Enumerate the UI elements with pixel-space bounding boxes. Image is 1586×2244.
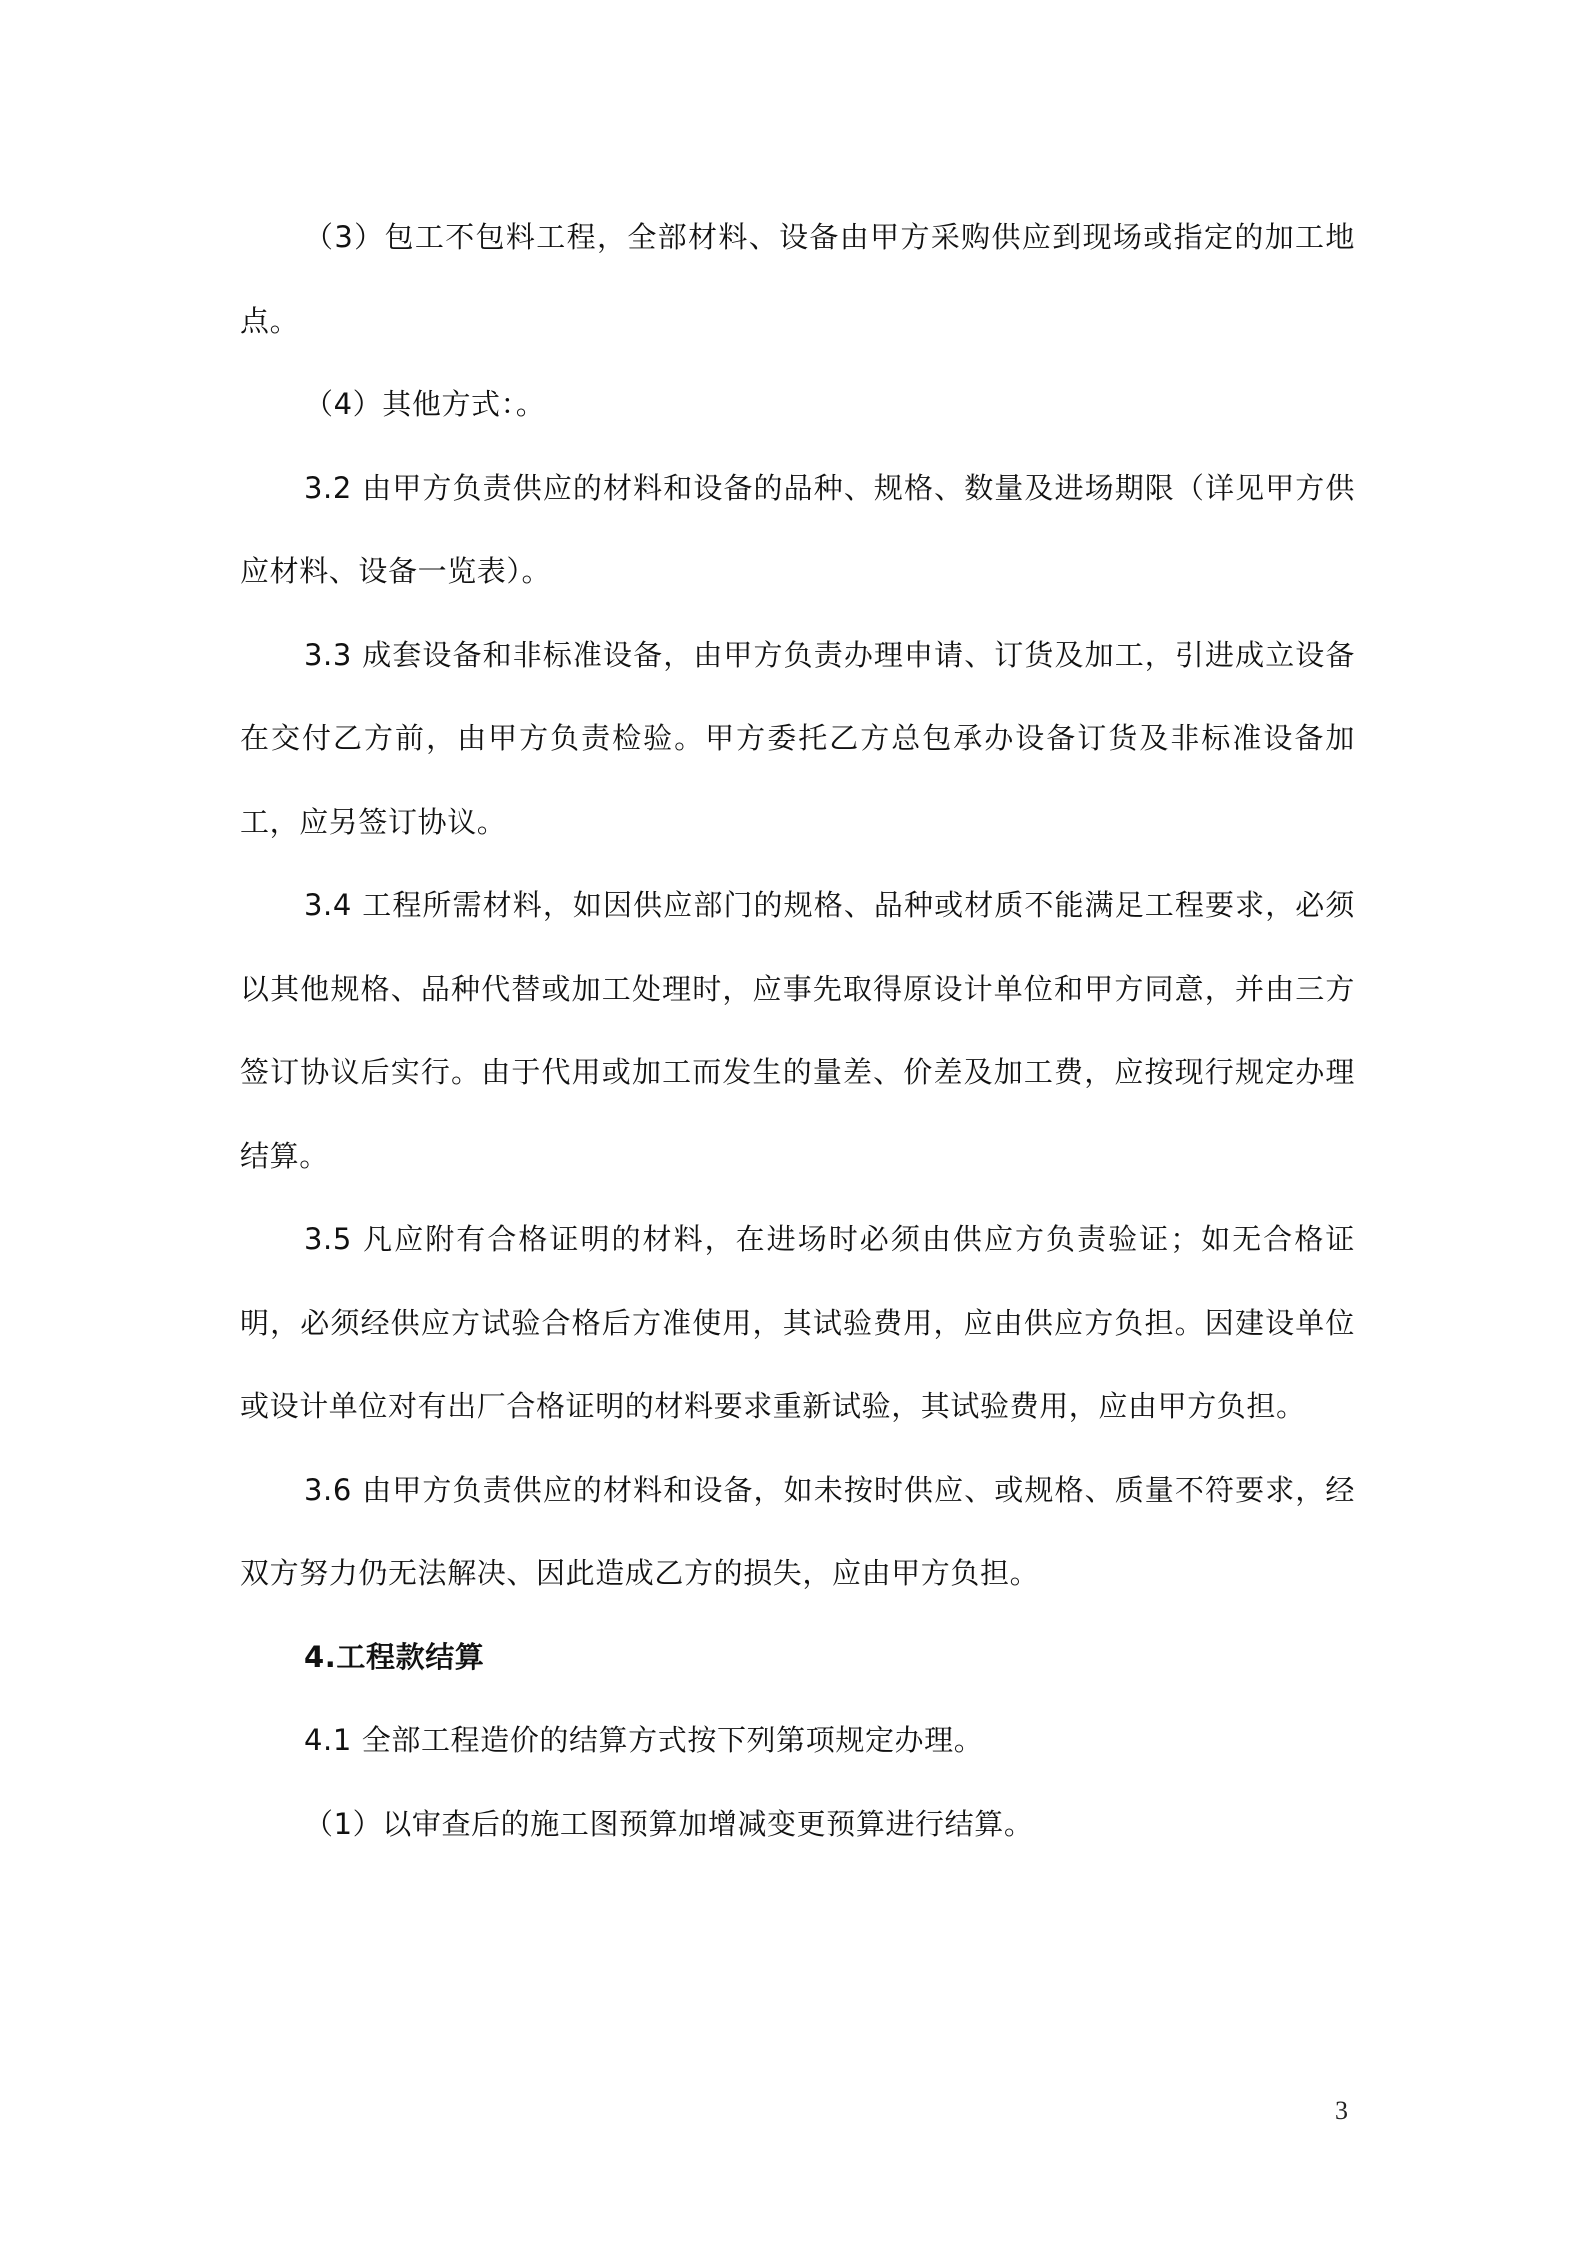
paragraph-3-labor-only: （3）包工不包料工程，全部材料、设备由甲方采购供应到现场或指定的加工地点。 <box>240 220 1355 338</box>
document-body <box>240 196 1355 1866</box>
paragraph-3-5: 3.5 凡应附有合格证明的材料，在进场时必须由供应方负责验证；如无合格证明，必须经供应方试验合格后方准使用，其试验费用，应由供应方负担。因建设单位或设计单位对有出厂合格证明的材料要求重新试验，其试验费用，应由甲方负担。 <box>240 1222 1355 1423</box>
paragraph-3-2: 3.2 由甲方负责供应的材料和设备的品种、规格、数量及进场期限（详见甲方供应材料、设备一览表）。 <box>240 470 1355 588</box>
paragraph-4-other-method: （4）其他方式：。 <box>304 387 546 421</box>
paragraph-4-1-item-1: （1）以审查后的施工图预算加增减变更预算进行结算。 <box>304 1806 1034 1841</box>
paragraph-3-6: 3.6 由甲方负责供应的材料和设备，如未按时供应、或规格、质量不符要求，经双方努力仍无法解决、因此造成乙方的损失，应由甲方负担。 <box>240 1472 1355 1590</box>
paragraph-3-4: 3.4 工程所需材料，如因供应部门的规格、品种或材质不能满足工程要求，必须以其他规格、品种代替或加工处理时，应事先取得原设计单位和甲方同意，并由三方签订协议后实行。由于代用或加工而发生的量差、价差及加工费，应按现行规定办理结算。 <box>240 888 1355 1173</box>
section-heading-4: 4.工程款结算 <box>304 1639 485 1674</box>
paragraph-3-3: 3.3 成套设备和非标准设备，由甲方负责办理申请、订货及加工，引进成立设备在交付乙方前，由甲方负责检验。甲方委托乙方总包承办设备订货及非标准设备加工，应另签订协议。 <box>240 637 1355 839</box>
page-number: 3 <box>1335 2096 1348 2125</box>
paragraph-4-1: 4.1 全部工程造价的结算方式按下列第项规定办理。 <box>304 1723 984 1757</box>
